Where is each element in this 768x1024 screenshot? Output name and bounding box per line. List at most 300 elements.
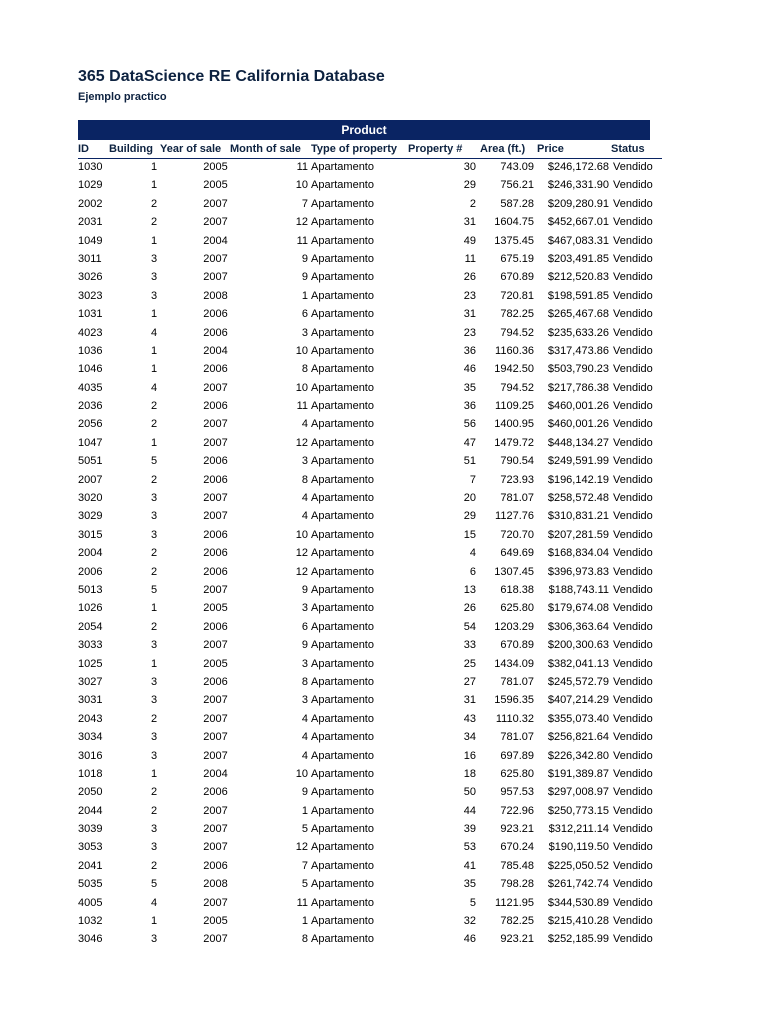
cell-month: 8	[301, 473, 308, 486]
cell-id: 3015	[78, 528, 103, 541]
table-row	[78, 489, 678, 507]
cell-building: 1	[150, 436, 158, 449]
cell-property-number: 11	[464, 252, 476, 265]
cell-month: 7	[301, 859, 308, 872]
cell-id: 1047	[78, 436, 103, 449]
cell-month: 11	[296, 161, 308, 173]
table-row	[78, 342, 678, 360]
cell-status: Vendido	[613, 436, 653, 449]
cell-property-number: 44	[463, 804, 476, 817]
table-row	[78, 158, 678, 176]
cell-type: Apartamento	[311, 620, 374, 633]
cell-type: Apartamento	[311, 841, 374, 854]
cell-month: 12	[295, 841, 308, 854]
cell-month: 9	[301, 786, 308, 799]
cell-status: Vendido	[613, 308, 653, 321]
cell-price: $355,073.40	[547, 712, 609, 725]
table-row	[78, 618, 678, 636]
cell-status: Vendido	[613, 896, 653, 909]
cell-month: 12	[295, 216, 308, 229]
cell-status: Vendido	[613, 326, 653, 339]
cell-price: $448,134.27	[547, 436, 609, 449]
cell-building: 3	[150, 841, 158, 854]
cell-id: 1029	[78, 179, 103, 192]
cell-year: 2007	[203, 216, 228, 229]
cell-type: Apartamento	[311, 639, 374, 652]
cell-status: Vendido	[613, 583, 653, 596]
cell-price: $252,185.99	[547, 933, 609, 946]
cell-area: 720.70	[500, 528, 534, 541]
cell-property-number: 46	[463, 363, 476, 376]
cell-price: $258,572.48	[547, 492, 609, 505]
cell-area: 618.38	[500, 583, 534, 596]
cell-month: 12	[295, 547, 308, 560]
table-row	[78, 691, 678, 709]
cell-year: 2005	[203, 915, 228, 928]
cell-building: 2	[150, 712, 158, 725]
cell-type: Apartamento	[311, 436, 374, 449]
cell-building: 3	[150, 749, 158, 762]
cell-year: 2007	[203, 823, 228, 836]
product-banner-label: Product	[341, 123, 387, 137]
cell-type: Apartamento	[311, 767, 374, 780]
cell-year: 2007	[203, 492, 228, 505]
cell-year: 2006	[203, 363, 228, 376]
cell-year: 2005	[203, 657, 228, 670]
cell-building: 4	[150, 896, 158, 909]
cell-status: Vendido	[613, 639, 653, 652]
cell-id: 2036	[78, 400, 103, 413]
cell-month: 11	[296, 234, 308, 247]
cell-year: 2006	[203, 455, 228, 468]
table-row	[78, 471, 678, 489]
cell-month: 10	[295, 344, 308, 357]
table-row	[78, 710, 678, 728]
cell-property-number: 56	[463, 418, 476, 431]
cell-month: 7	[301, 197, 308, 210]
cell-area: 781.07	[500, 731, 534, 744]
cell-area: 794.52	[500, 381, 534, 394]
cell-property-number: 36	[463, 400, 476, 413]
cell-building: 4	[150, 326, 158, 339]
cell-id: 1025	[78, 657, 103, 670]
cell-building: 2	[150, 216, 158, 229]
table-row	[78, 360, 678, 378]
table-row	[78, 507, 678, 525]
cell-year: 2007	[203, 271, 228, 284]
cell-status: Vendido	[613, 381, 653, 394]
cell-id: 1036	[78, 344, 103, 357]
table-row	[78, 636, 678, 654]
cell-building: 3	[150, 823, 158, 836]
cell-area: 1375.45	[494, 234, 534, 247]
cell-id: 2002	[78, 197, 103, 210]
cell-property-number: 4	[469, 547, 476, 560]
cell-building: 3	[150, 933, 158, 946]
cell-month: 11	[296, 400, 308, 413]
table-header-row	[78, 140, 662, 159]
cell-property-number: 29	[463, 510, 476, 523]
cell-month: 8	[301, 675, 308, 688]
cell-area: 670.24	[500, 841, 534, 854]
cell-property-number: 15	[463, 528, 476, 541]
cell-property-number: 6	[469, 565, 476, 578]
cell-year: 2007	[203, 731, 228, 744]
cell-id: 3016	[78, 749, 103, 762]
cell-property-number: 25	[463, 657, 476, 670]
table-row	[78, 857, 678, 875]
cell-price: $317,473.86	[547, 344, 609, 357]
cell-status: Vendido	[613, 749, 653, 762]
table-row	[78, 232, 678, 250]
cell-property-number: 35	[463, 381, 476, 394]
cell-year: 2007	[203, 197, 228, 210]
cell-status: Vendido	[613, 915, 653, 928]
cell-type: Apartamento	[311, 216, 374, 229]
cell-id: 1026	[78, 602, 103, 615]
cell-id: 3039	[78, 823, 103, 836]
cell-building: 2	[150, 804, 158, 817]
cell-property-number: 31	[463, 216, 476, 229]
cell-area: 1400.95	[494, 418, 534, 431]
cell-price: $246,172.68	[547, 161, 609, 173]
cell-type: Apartamento	[311, 712, 374, 725]
cell-area: 1604.75	[494, 216, 534, 229]
cell-year: 2008	[203, 878, 228, 891]
cell-type: Apartamento	[311, 694, 374, 707]
cell-id: 1032	[78, 915, 103, 928]
cell-id: 3031	[78, 694, 103, 707]
cell-area: 781.07	[500, 492, 534, 505]
table-row	[78, 250, 678, 268]
cell-price: $256,821.64	[547, 731, 609, 744]
header-month-of-sale: Month of sale	[230, 143, 301, 155]
cell-month: 1	[301, 804, 308, 817]
cell-price: $191,389.87	[547, 767, 609, 780]
header-id: ID	[78, 143, 89, 155]
cell-year: 2006	[203, 620, 228, 633]
cell-type: Apartamento	[311, 473, 374, 486]
header-type-of-property: Type of property	[311, 143, 397, 155]
cell-building: 1	[150, 308, 158, 321]
cell-status: Vendido	[613, 731, 653, 744]
cell-price: $460,001.26	[547, 400, 609, 413]
cell-type: Apartamento	[311, 179, 374, 192]
cell-property-number: 31	[463, 308, 476, 321]
document-subtitle: Ejemplo practico	[78, 91, 167, 103]
cell-status: Vendido	[613, 234, 653, 247]
cell-month: 3	[301, 694, 308, 707]
cell-property-number: 27	[463, 675, 476, 688]
cell-status: Vendido	[613, 363, 653, 376]
cell-year: 2006	[203, 400, 228, 413]
cell-price: $246,331.90	[547, 179, 609, 192]
cell-id: 3011	[78, 252, 102, 265]
cell-building: 2	[150, 547, 158, 560]
cell-property-number: 54	[463, 620, 476, 633]
cell-month: 3	[301, 657, 308, 670]
cell-year: 2007	[203, 712, 228, 725]
cell-property-number: 35	[463, 878, 476, 891]
header-area: Area (ft.)	[480, 143, 526, 155]
cell-month: 11	[296, 896, 308, 909]
cell-price: $306,363.64	[547, 620, 609, 633]
cell-type: Apartamento	[311, 823, 374, 836]
cell-id: 3026	[78, 271, 103, 284]
cell-month: 10	[295, 767, 308, 780]
cell-price: $198,591.85	[547, 289, 609, 302]
table-row	[78, 875, 678, 893]
cell-price: $310,831.21	[547, 510, 609, 523]
cell-id: 2004	[78, 547, 103, 560]
table-row	[78, 176, 678, 194]
cell-building: 5	[150, 878, 158, 891]
cell-price: $245,572.79	[547, 675, 609, 688]
cell-price: $261,742.74	[547, 878, 609, 891]
table-row	[78, 287, 678, 305]
cell-price: $200,300.63	[547, 639, 609, 652]
cell-price: $460,001.26	[547, 418, 609, 431]
cell-month: 1	[301, 915, 308, 928]
cell-building: 1	[150, 179, 158, 192]
cell-building: 1	[150, 602, 158, 615]
cell-month: 9	[301, 271, 308, 284]
cell-year: 2007	[203, 896, 228, 909]
cell-month: 12	[295, 436, 308, 449]
cell-building: 3	[150, 528, 158, 541]
cell-year: 2005	[203, 602, 228, 615]
table-body	[78, 158, 678, 949]
table-row	[78, 452, 678, 470]
cell-status: Vendido	[613, 179, 653, 192]
cell-building: 3	[150, 271, 158, 284]
cell-id: 5051	[78, 455, 103, 468]
table-row	[78, 268, 678, 286]
cell-building: 1	[150, 767, 158, 780]
table-row	[78, 728, 678, 746]
cell-id: 3046	[78, 933, 103, 946]
cell-id: 2056	[78, 418, 103, 431]
cell-building: 2	[150, 400, 158, 413]
cell-area: 1160.36	[495, 344, 534, 357]
table-row	[78, 195, 678, 213]
table-row	[78, 894, 678, 912]
cell-property-number: 20	[463, 492, 476, 505]
cell-area: 782.25	[500, 308, 534, 321]
cell-type: Apartamento	[311, 400, 374, 413]
table-row	[78, 397, 678, 415]
cell-property-number: 32	[463, 915, 476, 928]
cell-type: Apartamento	[311, 326, 374, 339]
header-year-of-sale: Year of sale	[160, 143, 222, 155]
cell-property-number: 7	[469, 473, 476, 486]
cell-area: 723.93	[500, 473, 534, 486]
cell-status: Vendido	[613, 216, 653, 229]
cell-id: 2031	[78, 216, 103, 229]
cell-type: Apartamento	[311, 565, 374, 578]
cell-building: 5	[150, 455, 158, 468]
cell-status: Vendido	[613, 786, 653, 799]
cell-year: 2007	[203, 694, 228, 707]
cell-status: Vendido	[613, 620, 653, 633]
cell-year: 2006	[203, 326, 228, 339]
cell-building: 2	[150, 473, 158, 486]
cell-area: 923.21	[500, 933, 534, 946]
cell-property-number: 23	[463, 326, 476, 339]
cell-month: 12	[295, 565, 308, 578]
cell-building: 1	[150, 234, 158, 247]
cell-year: 2007	[203, 252, 228, 265]
cell-price: $209,280.91	[547, 197, 609, 210]
cell-month: 4	[301, 749, 308, 762]
cell-building: 3	[150, 731, 158, 744]
cell-property-number: 39	[463, 823, 476, 836]
cell-type: Apartamento	[311, 363, 374, 376]
cell-year: 2007	[203, 804, 228, 817]
cell-area: 798.28	[500, 878, 534, 891]
cell-building: 1	[150, 363, 158, 376]
cell-type: Apartamento	[311, 455, 374, 468]
cell-type: Apartamento	[311, 418, 374, 431]
cell-type: Apartamento	[311, 602, 374, 615]
cell-building: 1	[150, 657, 158, 670]
cell-type: Apartamento	[311, 308, 374, 321]
cell-type: Apartamento	[311, 252, 374, 265]
cell-year: 2007	[203, 749, 228, 762]
table-row	[78, 581, 678, 599]
cell-type: Apartamento	[311, 583, 374, 596]
cell-type: Apartamento	[311, 896, 374, 909]
cell-property-number: 16	[463, 749, 476, 762]
cell-price: $212,520.83	[547, 271, 609, 284]
cell-month: 3	[301, 455, 308, 468]
cell-year: 2005	[203, 179, 228, 192]
cell-property-number: 30	[463, 161, 476, 173]
cell-property-number: 5	[469, 896, 476, 909]
cell-price: $168,834.04	[547, 547, 609, 560]
cell-area: 781.07	[500, 675, 534, 688]
cell-area: 957.53	[500, 786, 534, 799]
cell-year: 2007	[203, 381, 228, 394]
cell-year: 2005	[203, 161, 228, 173]
cell-price: $265,467.68	[547, 308, 609, 321]
cell-area: 1110.32	[495, 712, 534, 725]
product-banner	[78, 120, 650, 140]
cell-type: Apartamento	[311, 804, 374, 817]
cell-price: $215,410.28	[547, 915, 609, 928]
cell-property-number: 51	[463, 455, 476, 468]
cell-type: Apartamento	[311, 510, 374, 523]
cell-id: 1030	[78, 161, 103, 173]
table-row	[78, 379, 678, 397]
cell-year: 2007	[203, 841, 228, 854]
cell-price: $225,050.52	[547, 859, 609, 872]
cell-id: 5035	[78, 878, 103, 891]
cell-building: 2	[150, 859, 158, 872]
cell-type: Apartamento	[311, 675, 374, 688]
cell-property-number: 43	[463, 712, 476, 725]
cell-month: 5	[301, 823, 308, 836]
cell-building: 3	[150, 510, 158, 523]
cell-month: 4	[301, 712, 308, 725]
cell-status: Vendido	[613, 547, 653, 560]
cell-month: 3	[301, 602, 308, 615]
table-row	[78, 305, 678, 323]
cell-id: 2006	[78, 565, 103, 578]
cell-status: Vendido	[613, 675, 653, 688]
cell-status: Vendido	[613, 271, 653, 284]
cell-area: 782.25	[500, 915, 534, 928]
cell-month: 9	[301, 639, 308, 652]
cell-property-number: 36	[463, 344, 476, 357]
cell-building: 2	[150, 418, 158, 431]
cell-building: 2	[150, 197, 158, 210]
cell-id: 1049	[78, 234, 103, 247]
cell-month: 4	[301, 418, 308, 431]
cell-year: 2006	[203, 528, 228, 541]
cell-area: 625.80	[500, 602, 534, 615]
cell-price: $467,083.31	[547, 234, 609, 247]
cell-area: 1109.25	[495, 400, 534, 413]
cell-year: 2006	[203, 786, 228, 799]
cell-id: 3029	[78, 510, 103, 523]
cell-property-number: 2	[469, 197, 476, 210]
cell-year: 2007	[203, 933, 228, 946]
cell-type: Apartamento	[311, 786, 374, 799]
cell-status: Vendido	[613, 767, 653, 780]
cell-area: 790.54	[500, 455, 534, 468]
cell-status: Vendido	[613, 492, 653, 505]
cell-id: 3023	[78, 289, 103, 302]
cell-year: 2006	[203, 308, 228, 321]
table-row	[78, 820, 678, 838]
cell-area: 649.69	[500, 547, 534, 560]
cell-id: 3033	[78, 639, 103, 652]
cell-area: 1596.35	[494, 694, 534, 707]
cell-id: 1018	[78, 767, 103, 780]
cell-property-number: 41	[463, 859, 476, 872]
cell-area: 794.52	[500, 326, 534, 339]
cell-price: $344,530.89	[547, 896, 609, 909]
cell-building: 1	[150, 344, 158, 357]
cell-month: 5	[301, 878, 308, 891]
cell-status: Vendido	[613, 252, 653, 265]
table-row	[78, 802, 678, 820]
cell-status: Vendido	[613, 289, 653, 302]
cell-price: $250,773.15	[547, 804, 609, 817]
cell-type: Apartamento	[311, 915, 374, 928]
table-row	[78, 526, 678, 544]
cell-area: 1203.29	[494, 620, 534, 633]
cell-price: $396,973.83	[547, 565, 609, 578]
cell-status: Vendido	[613, 565, 653, 578]
cell-status: Vendido	[613, 712, 653, 725]
table-row	[78, 563, 678, 581]
cell-type: Apartamento	[311, 749, 374, 762]
cell-area: 722.96	[500, 804, 534, 817]
table-row	[78, 765, 678, 783]
cell-area: 675.19	[500, 252, 534, 265]
cell-type: Apartamento	[311, 878, 374, 891]
cell-status: Vendido	[613, 510, 653, 523]
cell-price: $297,008.97	[547, 786, 609, 799]
cell-type: Apartamento	[311, 492, 374, 505]
cell-month: 1	[301, 289, 308, 302]
cell-status: Vendido	[613, 528, 653, 541]
cell-month: 4	[301, 731, 308, 744]
cell-property-number: 31	[463, 694, 476, 707]
table-row	[78, 673, 678, 691]
